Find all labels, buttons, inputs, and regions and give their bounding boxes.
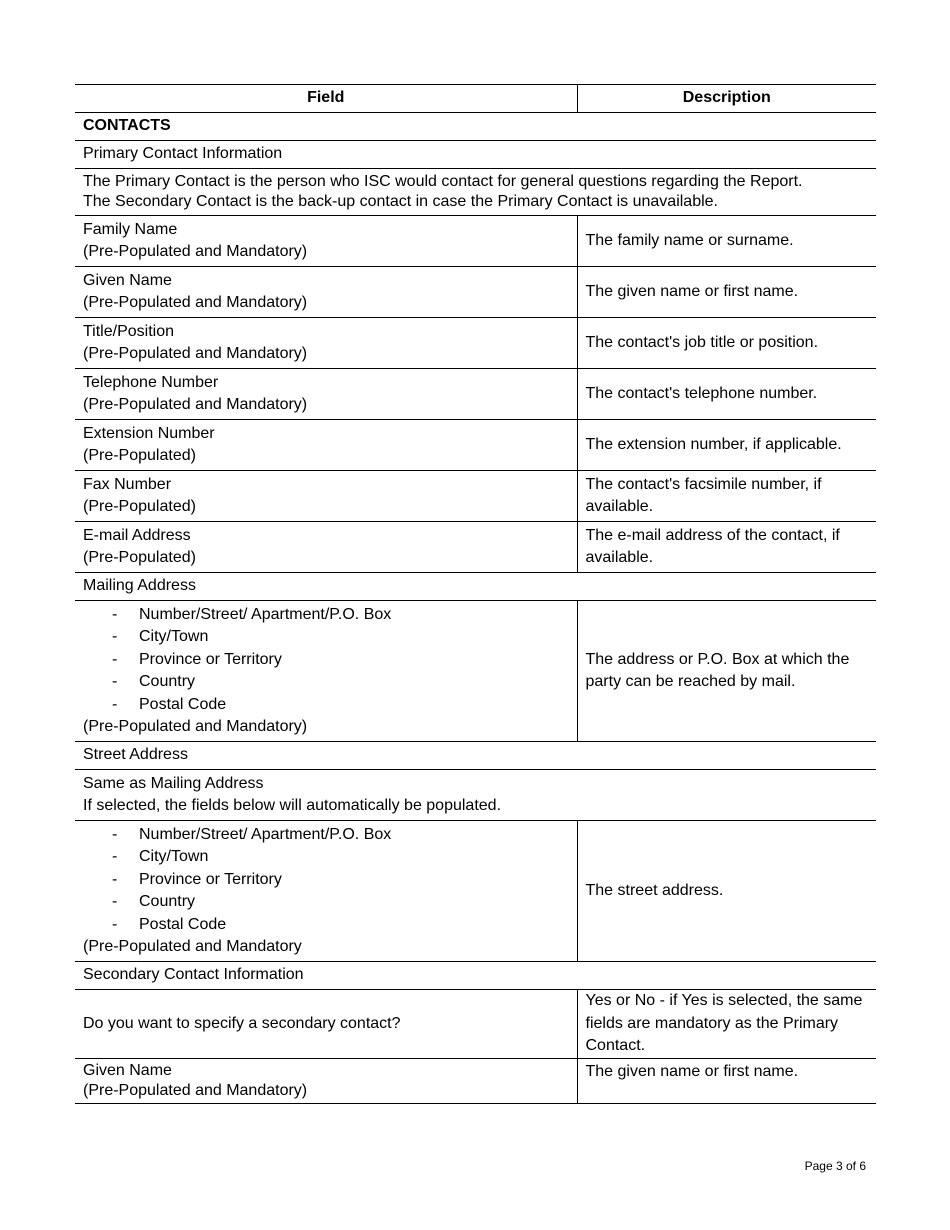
field-note: (Pre-Populated and Mandatory: [83, 938, 302, 955]
street-list: [83, 824, 569, 937]
table-header-row: [75, 85, 876, 113]
field-cell: [75, 267, 577, 318]
list-item: - City/Town: [83, 846, 569, 869]
intro-line-1: The Primary Contact is the person who ISC would contact for general questions regarding the Report.: [83, 173, 803, 190]
description-cell: The family name or surname.: [577, 216, 876, 267]
table-row: [75, 420, 876, 471]
subsection-row: [75, 141, 876, 169]
subsection-row: [75, 962, 876, 990]
field-label: Given Name: [83, 1061, 172, 1079]
table-row: [75, 990, 876, 1059]
field-note: (Pre-Populated): [83, 447, 196, 464]
page-number: Page 3 of 6: [804, 1159, 866, 1173]
field-cell: [75, 1058, 577, 1103]
field-note: (Pre-Populated): [83, 498, 196, 515]
field-cell: [75, 369, 577, 420]
field-label: Telephone Number: [83, 373, 219, 391]
intro-row: [75, 169, 876, 216]
table-row: [75, 369, 876, 420]
description-cell: The extension number, if applicable.: [577, 420, 876, 471]
field-cell: [75, 420, 577, 471]
list-item: - Province or Territory: [83, 869, 569, 892]
field-cell: [75, 601, 577, 742]
secondary-heading: Secondary Contact Information: [75, 962, 876, 990]
table-row: [75, 1058, 876, 1103]
field-cell: [75, 821, 577, 962]
field-label: E-mail Address: [83, 526, 191, 544]
table-row: [75, 471, 876, 522]
field-label: Title/Position: [83, 322, 174, 340]
description-cell: The contact's facsimile number, if available.: [577, 471, 876, 522]
same-as-label: Same as Mailing Address: [83, 774, 264, 792]
field-label: Extension Number: [83, 424, 215, 442]
table-row: [75, 601, 876, 742]
description-cell: The e-mail address of the contact, if available.: [577, 522, 876, 573]
field-cell: [75, 522, 577, 573]
primary-intro: [75, 169, 876, 216]
table-row: [75, 318, 876, 369]
field-note: (Pre-Populated and Mandatory): [83, 243, 308, 260]
field-label: Fax Number: [83, 475, 172, 493]
street-heading: Street Address: [75, 742, 876, 770]
description-cell: Yes or No - if Yes is selected, the same fields are mandatory as the Primary Contact.: [577, 990, 876, 1059]
list-item: - Country: [83, 891, 569, 914]
mailing-list: [83, 604, 569, 717]
subsection-row: [75, 742, 876, 770]
description-cell: The street address.: [577, 821, 876, 962]
same-as-cell: [75, 770, 876, 821]
list-item: - City/Town: [83, 626, 569, 649]
field-note: (Pre-Populated and Mandatory): [83, 294, 308, 311]
field-note: (Pre-Populated and Mandatory): [83, 396, 308, 413]
list-item: - Postal Code: [83, 914, 569, 937]
list-item: - Number/Street/ Apartment/P.O. Box: [83, 824, 569, 847]
field-note: (Pre-Populated and Mandatory): [83, 345, 308, 362]
list-item: - Country: [83, 671, 569, 694]
field-note: (Pre-Populated and Mandatory): [83, 1081, 308, 1099]
fields-table: [75, 84, 876, 1104]
description-cell: The given name or first name.: [577, 1058, 876, 1103]
list-item: - Postal Code: [83, 694, 569, 717]
field-note: (Pre-Populated): [83, 549, 196, 566]
list-item: - Province or Territory: [83, 649, 569, 672]
field-note: (Pre-Populated and Mandatory): [83, 718, 308, 735]
field-label: Given Name: [83, 271, 172, 289]
subsection-row: [75, 573, 876, 601]
field-cell: [75, 471, 577, 522]
header-field: Field: [75, 85, 577, 113]
description-cell: The address or P.O. Box at which the party can be reached by mail.: [577, 601, 876, 742]
table-row: [75, 267, 876, 318]
table-row: [75, 821, 876, 962]
field-label: Family Name: [83, 220, 178, 238]
table-row: [75, 522, 876, 573]
list-item: - Number/Street/ Apartment/P.O. Box: [83, 604, 569, 627]
table-row: [75, 216, 876, 267]
section-row: [75, 113, 876, 141]
description-cell: The given name or first name.: [577, 267, 876, 318]
section-title: CONTACTS: [75, 113, 876, 141]
mailing-heading: Mailing Address: [75, 573, 876, 601]
field-cell: Do you want to specify a secondary contact?: [75, 990, 577, 1059]
same-as-note: If selected, the fields below will automatically be populated.: [83, 797, 502, 814]
same-as-row: [75, 770, 876, 821]
field-cell: [75, 318, 577, 369]
header-description: Description: [577, 85, 876, 113]
intro-line-2: The Secondary Contact is the back-up contact in case the Primary Contact is unavailable.: [83, 193, 718, 210]
description-cell: The contact's telephone number.: [577, 369, 876, 420]
field-cell: [75, 216, 577, 267]
description-cell: The contact's job title or position.: [577, 318, 876, 369]
primary-heading: Primary Contact Information: [75, 141, 876, 169]
